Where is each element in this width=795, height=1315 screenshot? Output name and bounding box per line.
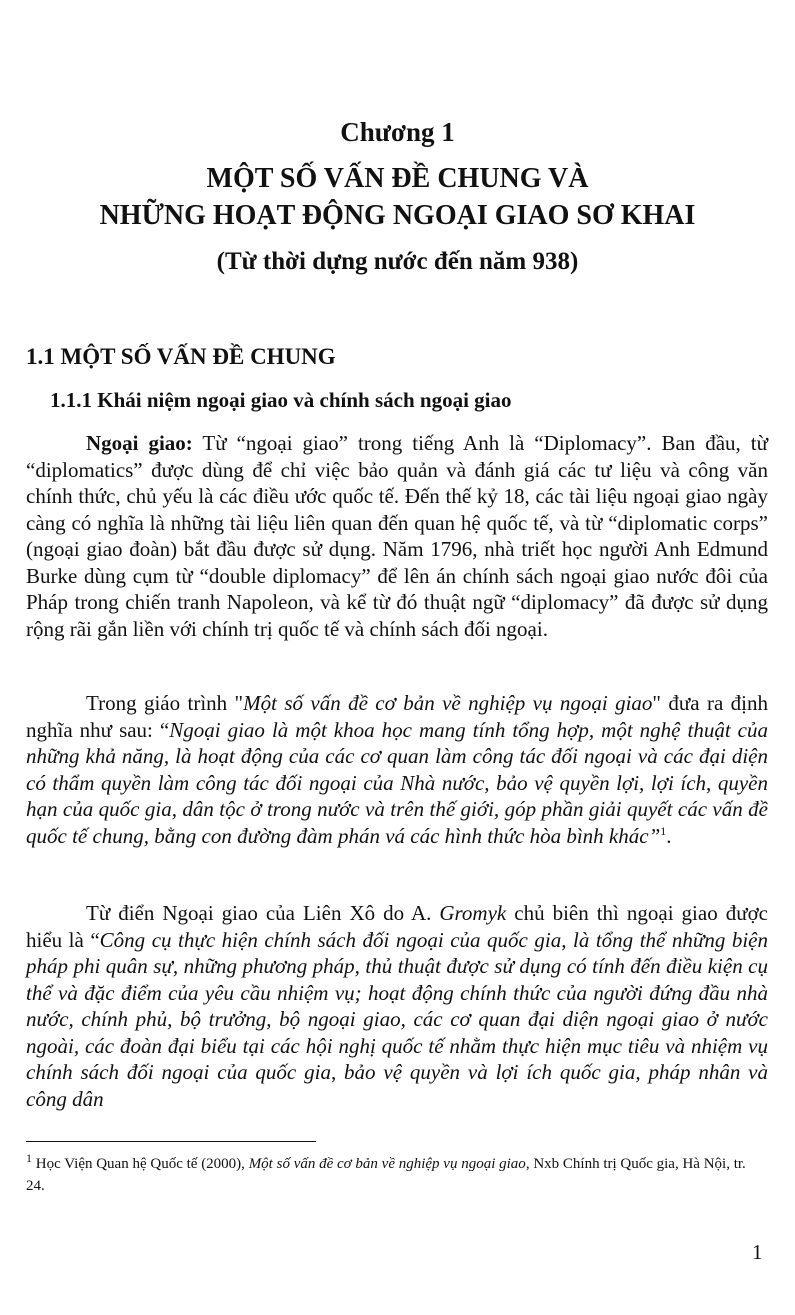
paragraph-intro: Từ điển Ngoại giao của Liên Xô do A. (86, 901, 440, 925)
author-name: Gromyk (439, 901, 507, 925)
paragraph-body: Từ “ngoại giao” trong tiếng Anh là “Diplomacy”. Ban đầu, từ “diplomatics” được dùng để chỉ việc bảo quản và đánh giá các tư liệu và công văn chính thức, chủ yếu là các điều ước quốc tế. Đến thế kỷ 18, các tài liệu ngoại giao ngày càng có nghĩa là những tài liệu liên quan đến quan hệ quốc tế, và từ “diplomatic corps” (ngoại giao đoàn) bắt đầu được sử dụng. Năm 1796, nhà triết học người Anh Edmund Burke dùng cụm từ “double diplomacy” để lên án chính sách ngoại giao nước đôi của Pháp trong chiến tranh Napoleon, và kể từ đó thuật ngữ “diplomacy” đã được sử dụng rộng rãi gắn liền với chính trị quốc tế và chính sách đối ngoại. (26, 431, 768, 641)
footnote-source: Học Viện Quan hệ Quốc tế (2000), (32, 1156, 249, 1172)
chapter-title-line-1: MỘT SỐ VẤN ĐỀ CHUNG VÀ (206, 163, 589, 194)
book-title: Một số vấn đề cơ bản về nghiệp vụ ngoại giao (243, 691, 653, 715)
subsection-heading: 1.1.1 Khái niệm ngoại giao và chính sách ngoại giao (50, 388, 512, 412)
footnote-title: Một số vấn đề cơ bản về nghiệp vụ ngoại giao (248, 1156, 526, 1172)
chapter-title-line-2: NHỮNG HOẠT ĐỘNG NGOẠI GIAO SƠ KHAI (99, 200, 696, 231)
footnote-publisher: , Nxb Chính trị Quốc gia, Hà Nội, tr. 24. (26, 1156, 746, 1194)
paragraph-textbook-definition (26, 690, 768, 849)
chapter-subtitle: (Từ thời dựng nước đến năm 938) (216, 248, 579, 275)
footnote-reference[interactable]: 1 (660, 823, 667, 838)
paragraph-tail: . (666, 823, 672, 848)
paragraph-intro: Trong giáo trình " (86, 691, 244, 715)
paragraph-definition (26, 430, 768, 642)
section-heading: 1.1 MỘT SỐ VẤN ĐỀ CHUNG (26, 344, 336, 369)
chapter-label: Chương 1 (340, 117, 455, 147)
paragraph-lead-term: Ngoại giao: (86, 431, 193, 455)
definition-quote: Ngoại giao là một khoa học mang tính tổng hợp, một nghệ thuật của những khả năng, là hoạt động của các cơ quan làm công tác đối ngoại và các đại diện có thẩm quyền làm công tác đối ngoại của Nhà nước, bảo vệ quyền lợi, lợi ích, quyền hạn của quốc gia, dân tộc ở trong nước và trên thế giới, góp phần giải quyết các vấn đề quốc tế chung, bằng con đường đàm phán vá các hình thức hòa bình khác (26, 717, 769, 848)
footnote (26, 1153, 766, 1197)
quote-close: ” (648, 823, 661, 848)
footnote-divider (26, 1141, 316, 1142)
paragraph-dictionary-definition (26, 900, 768, 1112)
dictionary-quote: Công cụ thực hiện chính sách đối ngoại của quốc gia, là tổng thể những biện pháp phi quân sự, những phương pháp, thủ thuật được sử dụng có tính đến điều kiện cụ thể và đặc điểm của yêu cầu nhiệm vụ; hoạt động chính thức của người đứng đầu nhà nước, chính phủ, bộ trưởng, bộ ngoại giao, các cơ quan đại diện ngoại giao ở nước ngoài, các đoàn đại biểu tại các hội nghị quốc tế nhằm thực hiện mục tiêu và nhiệm vụ chính sách đối ngoại của quốc gia, bảo vệ quyền và lợi ích quốc gia, pháp nhân và công dân (26, 927, 768, 1111)
footnote-number: 1 (26, 1151, 32, 1165)
paragraph-mid: " đưa ra định nghĩa như sau: “ (26, 691, 768, 742)
page-number: 1 (752, 1240, 763, 1264)
paragraph-mid: chủ biên thì ngoại giao được hiểu là “ (26, 901, 769, 952)
